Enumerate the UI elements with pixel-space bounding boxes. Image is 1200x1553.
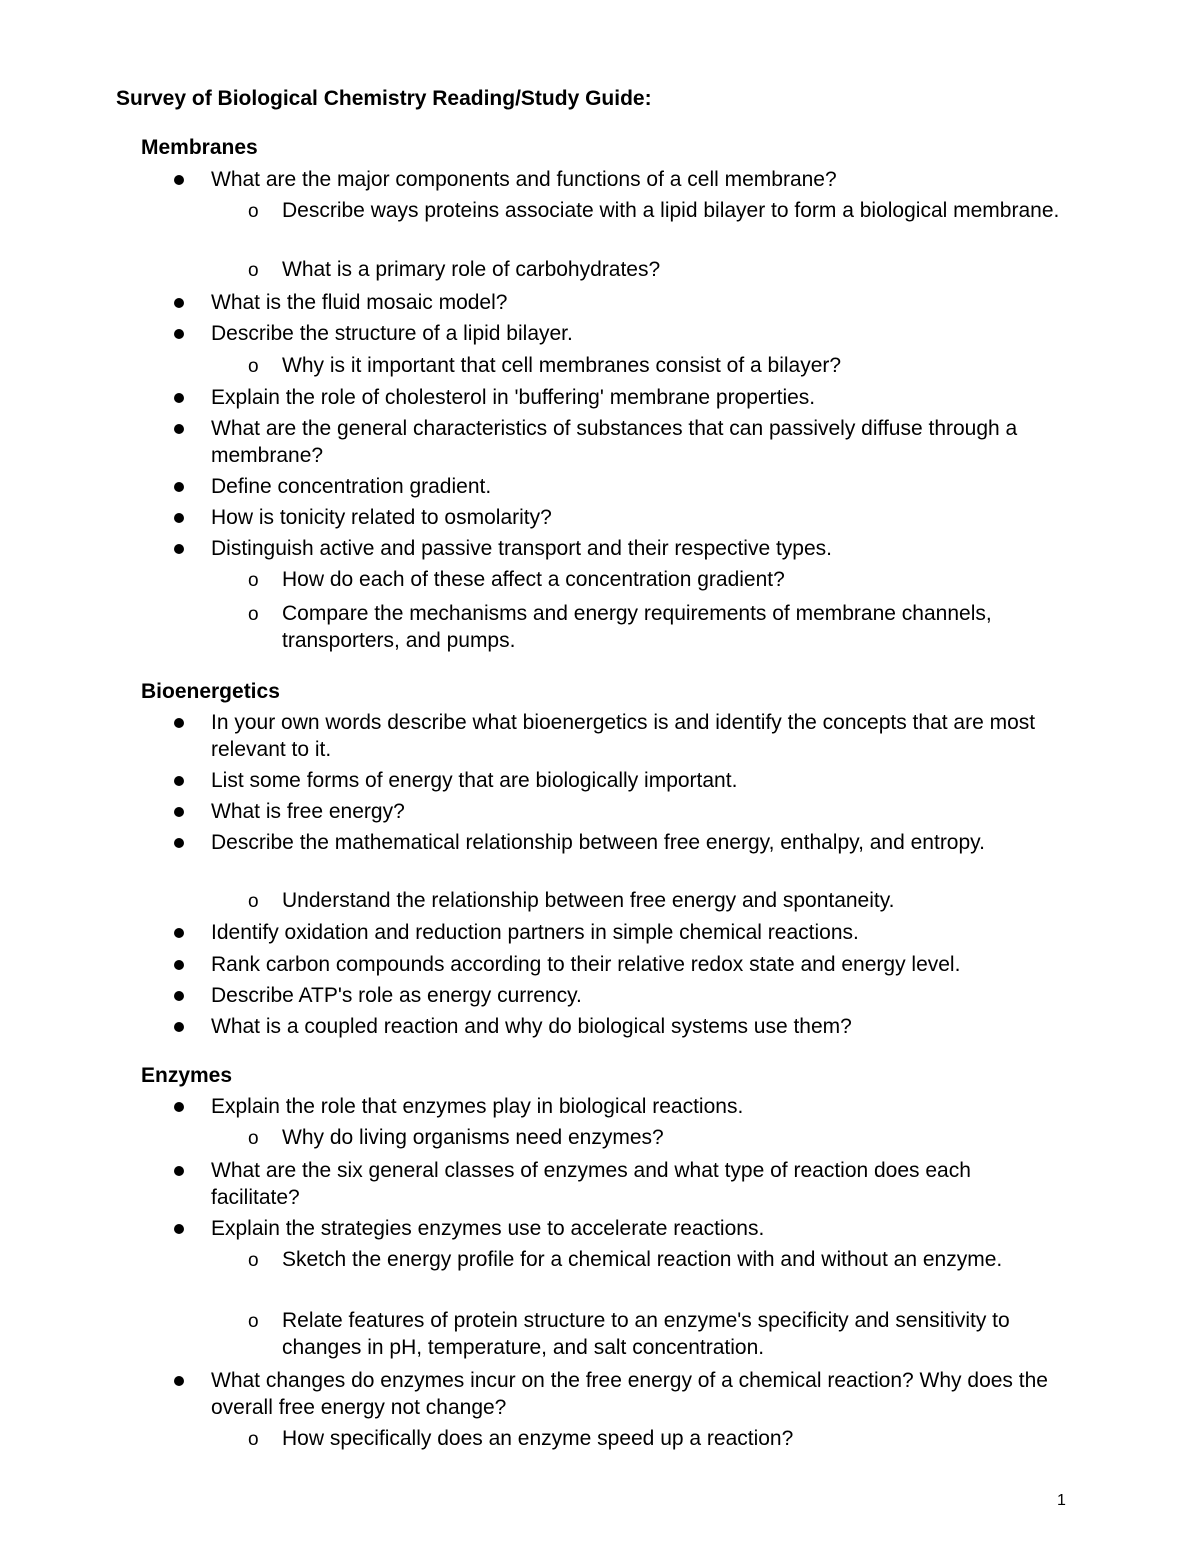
sub-bullet-icon: o (248, 1429, 259, 1450)
list-item (211, 504, 1061, 531)
bullet-icon (174, 1224, 184, 1234)
list-item-text: Understand the relationship between free energy and spontaneity. (282, 889, 895, 912)
bullet-icon (174, 298, 184, 308)
sub-bullet-icon: o (248, 1311, 259, 1332)
list-item-text: What are the general characteristics of substances that can passively diffuse through a membrane? (211, 417, 1018, 467)
bullet-icon (174, 776, 184, 786)
bullet-icon (174, 718, 184, 728)
sub-bullet-icon: o (248, 604, 259, 625)
list-item (211, 767, 1061, 794)
list-item (248, 1246, 1062, 1273)
bullet-icon (174, 513, 184, 523)
bullet-icon (174, 544, 184, 554)
list-item-text: How specifically does an enzyme speed up a reaction? (282, 1427, 794, 1450)
list-item-text: Distinguish active and passive transport and their respective types. (211, 537, 832, 560)
list-item (248, 887, 1062, 914)
list-item-text: Explain the role of cholesterol in 'buffering' membrane properties. (211, 386, 816, 409)
bullet-icon (174, 482, 184, 492)
sub-bullet-icon: o (248, 1250, 259, 1271)
bullet-icon (174, 1376, 184, 1386)
sub-bullet-icon: o (248, 570, 259, 591)
list-item-text: Describe ATP's role as energy currency. (211, 984, 582, 1007)
list-item-text: Describe the structure of a lipid bilayer. (211, 322, 573, 345)
sub-bullet-icon: o (248, 1128, 259, 1149)
list-item-text: What is the fluid mosaic model? (211, 291, 508, 314)
list-item (211, 1013, 1061, 1040)
list-item (211, 951, 1061, 978)
list-item-text: What is free energy? (211, 800, 405, 823)
list-item (248, 600, 1062, 654)
list-item-text: In your own words describe what bioenergetics is and identify the concepts that are most relevant to it. (211, 711, 1036, 761)
list-item-text: List some forms of energy that are biologically important. (211, 769, 738, 792)
bullet-icon (174, 393, 184, 403)
list-item (211, 798, 1061, 825)
list-item (211, 982, 1061, 1009)
list-item (211, 166, 1061, 193)
list-item-text: What are the six general classes of enzymes and what type of reaction does each facilitate? (211, 1159, 971, 1209)
list-item (211, 535, 1061, 562)
bullet-icon (174, 424, 184, 434)
bullet-icon (174, 1166, 184, 1176)
list-item (211, 709, 1061, 763)
bullet-icon (174, 1102, 184, 1112)
bullet-icon (174, 991, 184, 1001)
list-item-text: Explain the strategies enzymes use to accelerate reactions. (211, 1217, 765, 1240)
list-item-text: What is a coupled reaction and why do biological systems use them? (211, 1015, 852, 1038)
list-item (248, 352, 1062, 379)
list-item (211, 320, 1061, 347)
section-heading-enzymes: Enzymes (141, 1064, 233, 1087)
list-item (211, 1215, 1061, 1242)
list-item-text: Describe ways proteins associate with a lipid bilayer to form a biological membrane. (282, 199, 1060, 222)
sub-bullet-icon: o (248, 260, 259, 281)
list-item (211, 829, 1061, 856)
bullet-icon (174, 838, 184, 848)
bullet-icon (174, 807, 184, 817)
list-item (211, 1157, 1061, 1211)
bullet-icon (174, 329, 184, 339)
list-item-text: Why do living organisms need enzymes? (282, 1126, 664, 1149)
list-item (248, 256, 1062, 283)
document-title: Survey of Biological Chemistry Reading/Study Guide: (116, 87, 652, 110)
list-item (211, 415, 1061, 469)
list-item (248, 1124, 1062, 1151)
list-item-text: Identify oxidation and reduction partners in simple chemical reactions. (211, 921, 859, 944)
list-item (211, 1093, 1061, 1120)
list-item (211, 384, 1061, 411)
list-item (248, 1307, 1062, 1361)
list-item-text: Relate features of protein structure to an enzyme's specificity and sensitivity to changes in pH, temperature, and salt concentration. (282, 1309, 1010, 1359)
list-item-text: Define concentration gradient. (211, 475, 492, 498)
list-item-text: Rank carbon compounds according to their relative redox state and energy level. (211, 953, 961, 976)
list-item-text: Explain the role that enzymes play in biological reactions. (211, 1095, 744, 1118)
section-heading-membranes: Membranes (141, 136, 258, 159)
list-item-text: What changes do enzymes incur on the free energy of a chemical reaction? Why does the overall free energy not change? (211, 1369, 1048, 1419)
sub-bullet-icon: o (248, 201, 259, 222)
list-item-text: Why is it important that cell membranes consist of a bilayer? (282, 354, 842, 377)
list-item (211, 1367, 1061, 1421)
bullet-icon (174, 928, 184, 938)
sub-bullet-icon: o (248, 356, 259, 377)
list-item (211, 919, 1061, 946)
list-item-text: Sketch the energy profile for a chemical reaction with and without an enzyme. (282, 1248, 1003, 1271)
bullet-icon (174, 1022, 184, 1032)
list-item (211, 289, 1061, 316)
list-item-text: Describe the mathematical relationship between free energy, enthalpy, and entropy. (211, 831, 985, 854)
bullet-icon (174, 175, 184, 185)
list-item-text: What is a primary role of carbohydrates? (282, 258, 661, 281)
list-item (248, 1425, 1062, 1452)
list-item-text: Compare the mechanisms and energy requirements of membrane channels, transporters, and pumps. (282, 602, 992, 652)
list-item-text: How do each of these affect a concentration gradient? (282, 568, 785, 591)
section-heading-bioenergetics: Bioenergetics (141, 680, 280, 703)
sub-bullet-icon: o (248, 891, 259, 912)
list-item-text: How is tonicity related to osmolarity? (211, 506, 552, 529)
list-item-text: What are the major components and functions of a cell membrane? (211, 168, 837, 191)
page-number: 1 (1057, 1492, 1066, 1509)
list-item (248, 566, 1062, 593)
bullet-icon (174, 960, 184, 970)
list-item (211, 473, 1061, 500)
list-item (248, 197, 1062, 224)
